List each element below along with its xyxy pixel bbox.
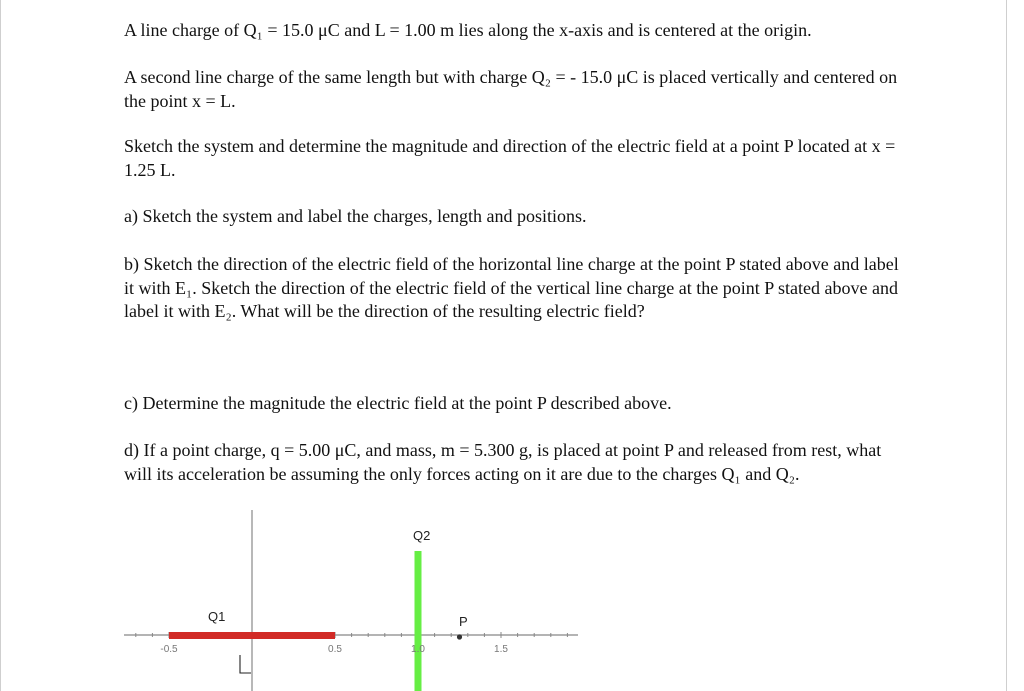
question-part-d: d) If a point charge, q = 5.00 μC, and mass, m = 5.300 g, is placed at point P and released from rest, what will its acceleration be assuming the only forces acting on it are due to the charges Q₁ and Q₂. — [124, 440, 882, 484]
page-border-left — [0, 0, 1, 691]
problem-statement-charge-q1: A line charge of Q₁ = 15.0 μC and L = 1.00 m lies along the x-axis and is centered at the origin. — [124, 20, 812, 40]
charge-diagram — [120, 505, 590, 691]
x-axis-tick-label: 1.5 — [494, 644, 508, 655]
problem-statement-charge-q2: A second line charge of the same length but with charge Q₂ = - 15.0 μC is placed vertically and centered on the point x = L. — [124, 67, 898, 111]
question-part-b: b) Sketch the direction of the electric field of the horizontal line charge at the point P stated above and label it with E₁. Sketch the direction of the electric field of the vertical line charge at the point P stated above and label it with E₂. What will be the direction of the resulting electric field? — [124, 254, 899, 321]
question-part-a: a) Sketch the system and label the charges, length and positions. — [124, 206, 587, 226]
length-l-bracket-icon — [240, 655, 251, 673]
question-part-c: c) Determine the magnitude the electric field at the point P described above. — [124, 393, 672, 413]
q1-label: Q1 — [208, 609, 226, 624]
problem-statement-task: Sketch the system and determine the magnitude and direction of the electric field at a point P located at x = 1.25 L. — [124, 136, 896, 180]
page-border-right — [1006, 0, 1007, 691]
vertical-line-charge-q2 — [415, 551, 422, 691]
x-axis-tick-label: 1.0 — [411, 644, 425, 655]
x-axis-tick-label: 0.5 — [328, 644, 342, 655]
x-axis-tick-label: -0.5 — [160, 644, 178, 655]
x-axis-tick-labels — [160, 644, 508, 655]
point-p-label: P — [459, 614, 468, 629]
point-p-marker — [457, 634, 462, 639]
horizontal-line-charge-q1 — [169, 632, 335, 639]
q2-label: Q2 — [413, 528, 431, 543]
